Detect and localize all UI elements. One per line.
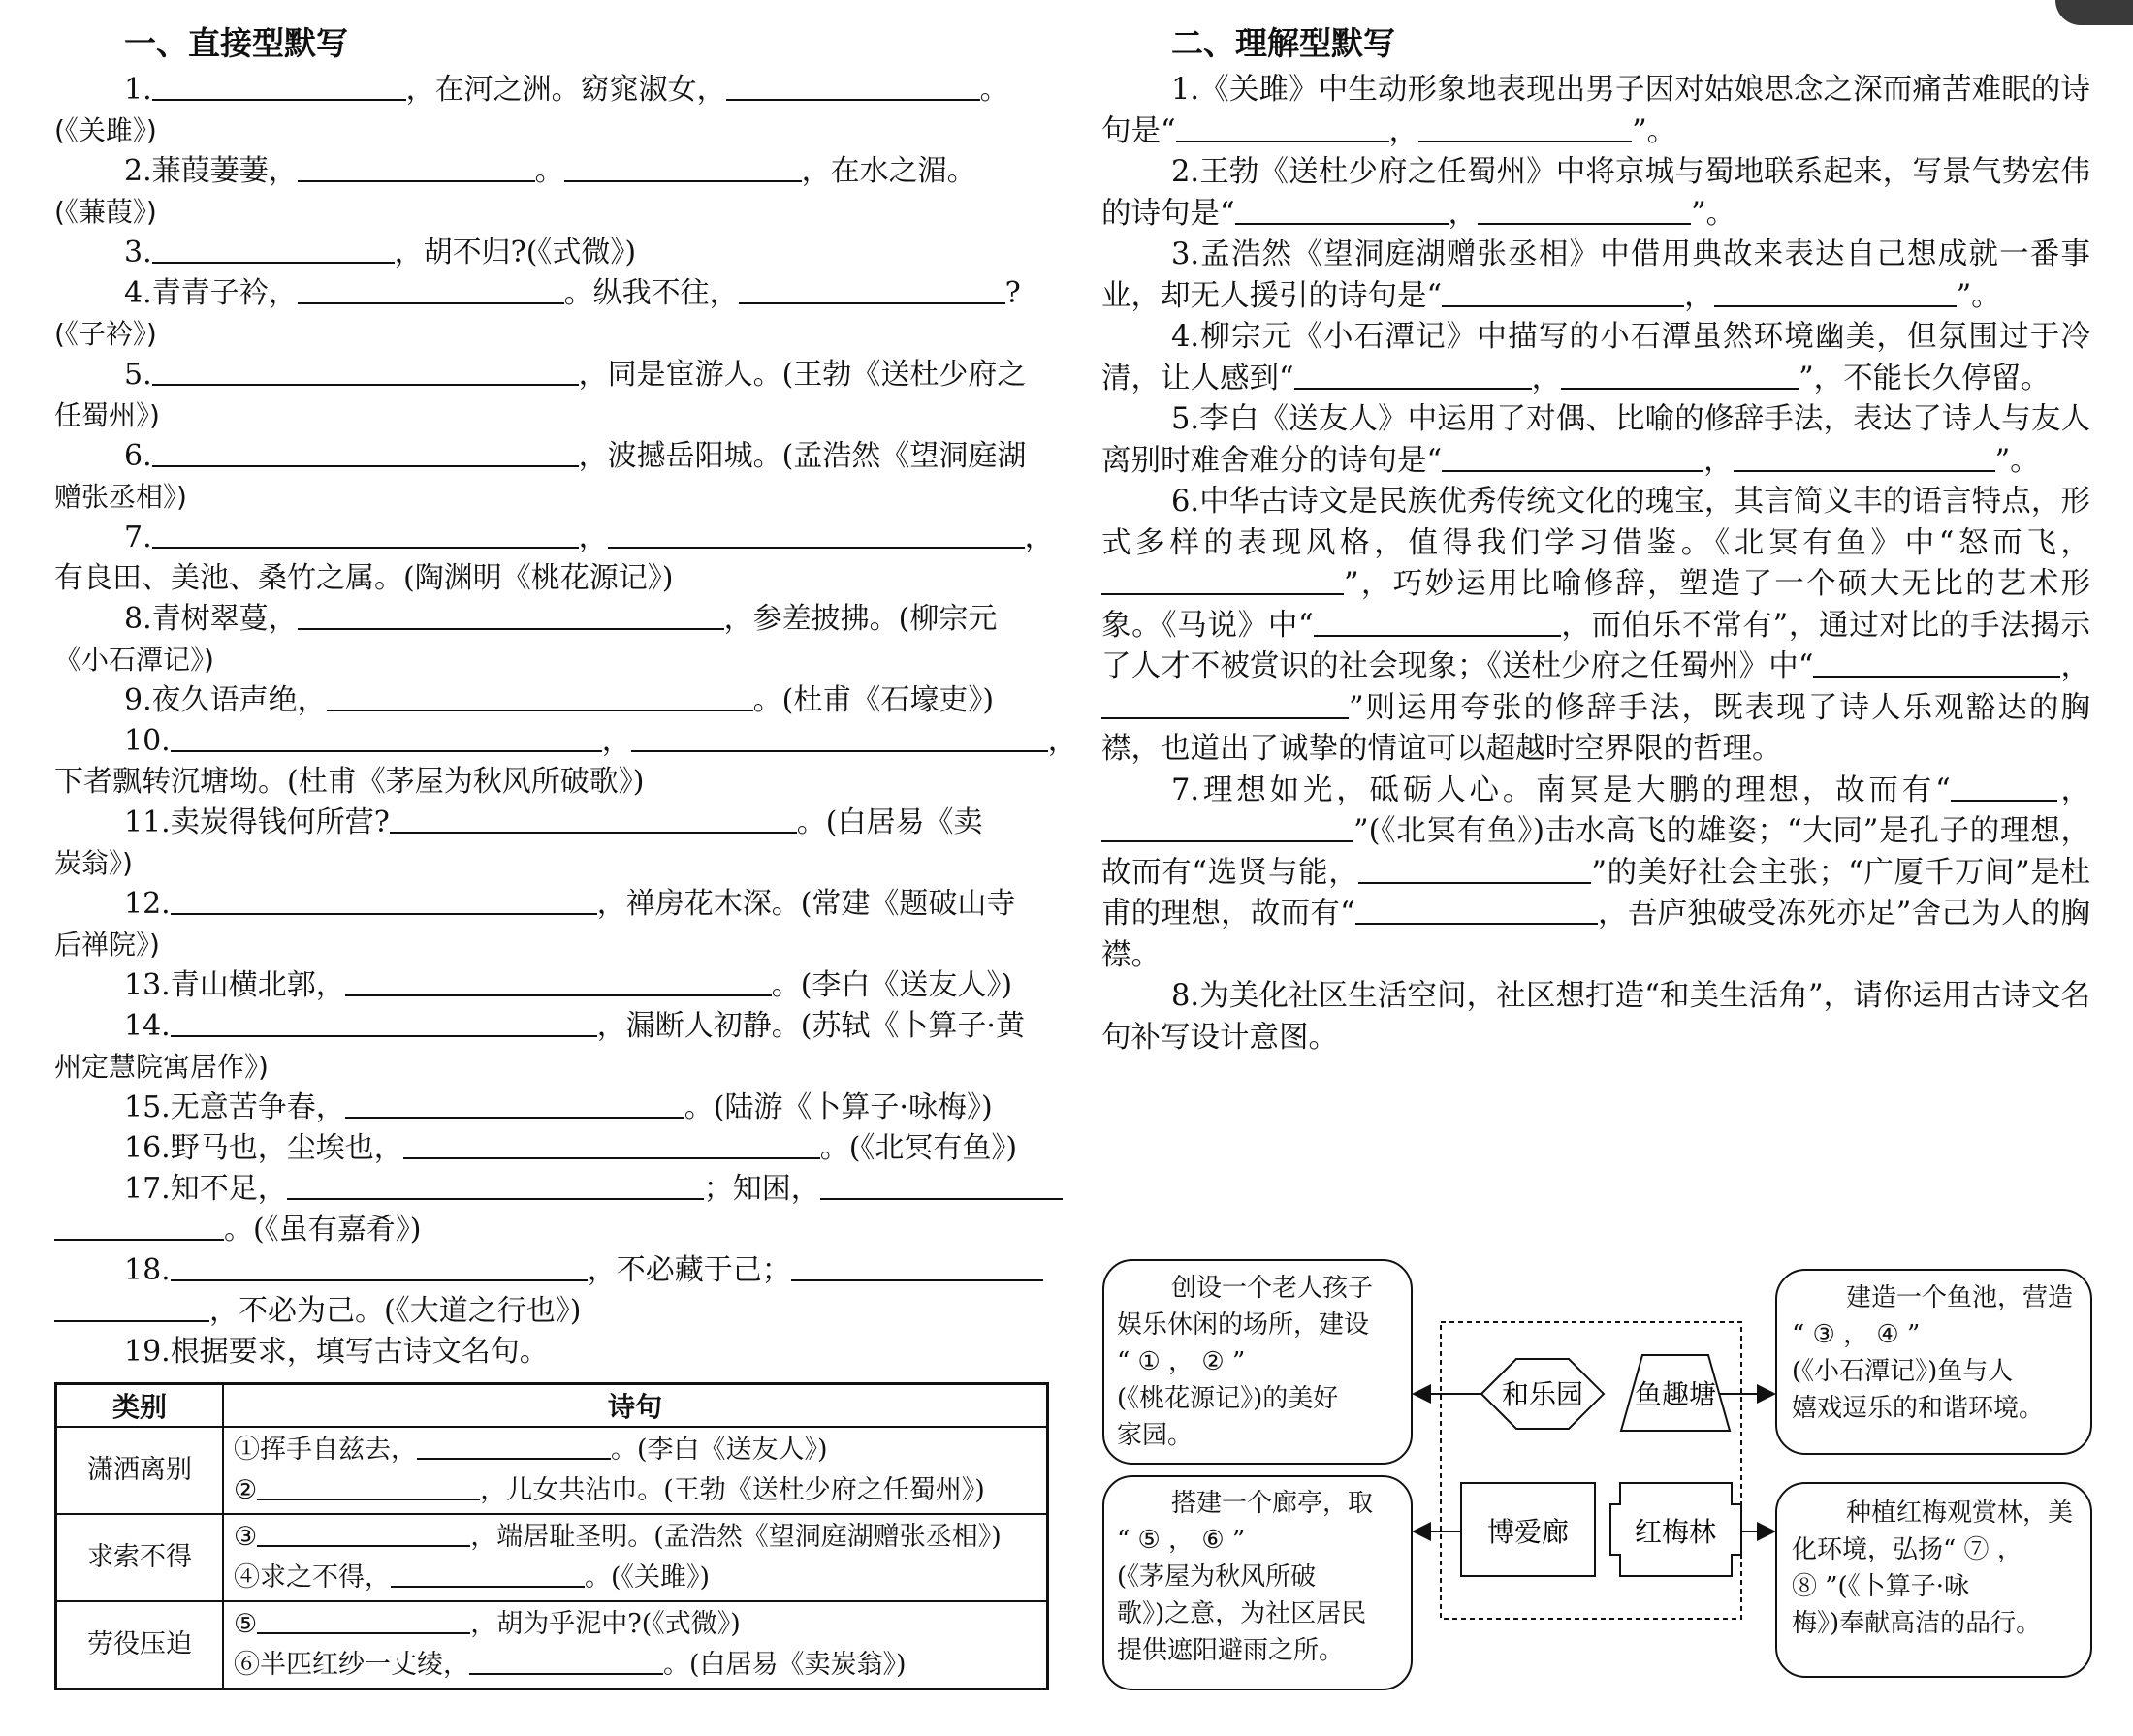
- item-8: 8.青树翠蔓， ，参差披拂。(柳宗元: [54, 599, 1053, 640]
- answer-blank[interactable]: [1176, 111, 1389, 142]
- answer-blank[interactable]: [1442, 441, 1703, 472]
- answer-blank[interactable]: [469, 1648, 663, 1675]
- answer-blank[interactable]: [152, 518, 579, 549]
- item-16: 16.野马也，尘埃也， 。(《北冥有鱼》): [54, 1128, 1053, 1169]
- item-14-source: 州定慧院寓居作》): [54, 1051, 269, 1083]
- answer-blank[interactable]: [1951, 771, 2057, 802]
- table-cell-verse: ③ ，端居耻圣明。(孟浩然《望洞庭湖赠张丞相》) ④求之不得， 。(《关雎》): [223, 1514, 1048, 1601]
- table-cell-category: 求索不得: [56, 1514, 224, 1601]
- answer-blank[interactable]: [152, 436, 579, 467]
- answer-blank[interactable]: [1358, 853, 1591, 884]
- answer-blank[interactable]: [327, 680, 753, 711]
- design-diagram: [1101, 1258, 2094, 1694]
- item-17: 17.知不足， ；知困，: [54, 1169, 1053, 1210]
- answer-blank[interactable]: [1235, 194, 1449, 225]
- item-18-cont: ，不必为己。(《大道之行也》): [54, 1291, 1053, 1332]
- answer-blank[interactable]: [171, 721, 602, 752]
- answer-blank[interactable]: [564, 151, 802, 182]
- answer-blank[interactable]: [739, 273, 1005, 304]
- answer-blank[interactable]: [171, 1250, 588, 1281]
- answer-blank[interactable]: [1478, 194, 1691, 225]
- item-15: 15.无意苦争春， 。(陆游《卜算子·咏梅》): [54, 1088, 1053, 1128]
- box-top-right-text: 建造一个鱼池，营造 “ ③ ， ④ ” (《小石潭记》)鱼与人 嬉戏逗乐的和谐环境。: [1792, 1283, 2074, 1423]
- item-9: 9.夜久语声绝， 。(杜甫《石壕吏》): [54, 680, 1053, 721]
- section-title-direct: 一、直接型默写: [124, 24, 348, 62]
- answer-blank[interactable]: [298, 273, 564, 304]
- table-header-category: 类别: [56, 1384, 224, 1428]
- answer-blank[interactable]: [257, 1520, 470, 1547]
- table-cell-category: 潇洒离别: [56, 1427, 224, 1514]
- question-3: 3.孟浩然《望洞庭湖赠张丞相》中借用典故来表达自己想成就一番事业，却无人援引的诗句是“ ， ”。: [1101, 237, 2090, 313]
- answer-blank[interactable]: [1101, 811, 1353, 842]
- question-2: 2.王勃《送杜少府之任蜀州》中将京城与蜀地联系起来，写景气势宏伟的诗句是“ ， ”。: [1101, 155, 2090, 231]
- label-heleyuan: 和乐园: [1501, 1378, 1584, 1410]
- fill-in-table: [54, 1382, 1049, 1690]
- answer-blank[interactable]: [726, 70, 980, 101]
- answer-blank[interactable]: [1101, 688, 1349, 719]
- answer-blank[interactable]: [257, 1607, 470, 1634]
- answer-blank[interactable]: [345, 1088, 684, 1119]
- question-7: 7.理想如光，砥砺人心。南冥是大鹏的理想，故而有“ ，”(《北冥有鱼》)击水高飞的雄姿；“大同”是孔子的理想，故而有“选贤与能， ”的美好社会主张；“广厦千万间”是杜甫的理想，故而有“ ，吾庐独破受冻死亦足”舍己为人的胸襟。: [1101, 771, 2090, 977]
- answer-blank[interactable]: [171, 1006, 597, 1037]
- label-boailang: 博爱廊: [1486, 1516, 1570, 1548]
- question-4: 4.柳宗元《小石潭记》中描写的小石潭虽然环境幽美，但氛围过于冷清，让人感到“ ， ”，不能长久停留。: [1101, 320, 2090, 395]
- item-17-cont: 。(《虽有嘉肴》): [54, 1210, 1053, 1250]
- answer-blank[interactable]: [791, 1250, 1043, 1281]
- question-6: 6.中华古诗文是民族优秀传统文化的瑰宝，其言简义丰的语言特点，形式多样的表现风格，值得我们学习借鉴。《北冥有鱼》中“怒而飞，”，巧妙运用比喻修辞，塑造了一个硕大无比的艺术形象。《马说》中“ ，而伯乐不常有”，通过对比的手法揭示了人才不被赏识的社会现象；《送杜少府之任蜀州》中“ ，”则运用夸张的修辞手法，既表现了诗人乐观豁达的胸襟，也道出了诚挚的情谊可以超越时空界限的哲理。: [1101, 485, 2091, 766]
- answer-blank[interactable]: [287, 1169, 704, 1200]
- item-14: 14. ，漏断人初静。(苏轼《卜算子·黄: [54, 1006, 1053, 1047]
- answer-blank[interactable]: [54, 1291, 209, 1322]
- table-row: [56, 1427, 1048, 1514]
- right-column: [1101, 17, 2090, 1058]
- item-11-source: 炭翁》): [54, 847, 133, 879]
- answer-blank[interactable]: [152, 70, 406, 101]
- item-18: 18. ，不必藏于己；: [54, 1250, 1053, 1291]
- answer-blank[interactable]: [298, 151, 535, 182]
- answer-blank[interactable]: [345, 965, 772, 996]
- table-row: [56, 1601, 1048, 1689]
- answer-blank[interactable]: [1813, 647, 2060, 678]
- table-header-verse: 诗句: [223, 1384, 1048, 1428]
- item-2-source: (《蒹葭》): [54, 196, 157, 228]
- answer-blank[interactable]: [1734, 441, 1995, 472]
- item-7-source: 有良田、美池、桑竹之属。(陶渊明《桃花源记》): [54, 561, 674, 595]
- label-hongmeilin: 红梅林: [1634, 1516, 1717, 1548]
- answer-blank[interactable]: [257, 1473, 480, 1500]
- table-header-row: [56, 1384, 1048, 1428]
- box-bottom-right-text: 种植红梅观赏林，美 化环境，弘扬“ ⑦ ， ⑧ ”(《卜算子·咏 梅》)奉献高洁的品行。: [1792, 1499, 2074, 1638]
- item-11: 11.卖炭得钱何所营? 。(白居易《卖: [54, 803, 1053, 843]
- answer-blank[interactable]: [820, 1169, 1063, 1200]
- item-19: 19.根据要求，填写古诗文名句。: [124, 1335, 549, 1369]
- answer-blank[interactable]: [1314, 606, 1561, 637]
- item-5: 5. ，同是宦游人。(王勃《送杜少府之: [54, 355, 1053, 395]
- answer-blank[interactable]: [390, 803, 797, 834]
- item-1: 1. ，在河之洲。窈窕淑女， 。: [54, 70, 1053, 110]
- center-dashed-frame: [1441, 1322, 1741, 1619]
- answer-blank[interactable]: [608, 518, 1025, 549]
- item-12: 12. ，禅房花木深。(常建《题破山寺: [54, 884, 1053, 925]
- item-7: 7. ， ，: [54, 518, 1053, 558]
- answer-blank[interactable]: [1294, 359, 1532, 390]
- answer-blank[interactable]: [152, 355, 579, 386]
- answer-blank[interactable]: [298, 599, 724, 630]
- item-12-source: 后禅院》): [54, 929, 160, 961]
- box-top-left-text: 创设一个老人孩子 娱乐休闲的场所，建设 “ ① ， ② ” (《桃花源记》)的美好 家园。: [1117, 1274, 1374, 1450]
- label-yuqutang: 鱼趣塘: [1634, 1378, 1717, 1410]
- box-bottom-left-text: 搭建一个廊亭，取 “ ⑤ ， ⑥ ” (《茅屋为秋风所破 歌》)之意，为社区居民 提供遮阳避雨之所。: [1117, 1489, 1374, 1665]
- answer-blank[interactable]: [1442, 276, 1684, 307]
- answer-blank[interactable]: [1714, 276, 1957, 307]
- left-column: [54, 17, 1077, 1690]
- item-6-source: 赠张丞相》): [54, 481, 187, 513]
- question-8: 8.为美化社区生活空间，社区想打造“和美生活角”，请你运用古诗文名句补写设计意图。: [1101, 979, 2090, 1055]
- answer-blank[interactable]: [1355, 894, 1598, 925]
- item-4: 4.青青子衿， 。纵我不往， ?: [54, 273, 1053, 314]
- question-1: 1.《关雎》中生动形象地表现出男子因对姑娘思念之深而痛苦难眠的诗句是“ ， ”。: [1101, 73, 2090, 148]
- answer-blank[interactable]: [631, 721, 1048, 752]
- table-cell-verse: ①挥手自兹去， 。(李白《送友人》) ② ，儿女共沾巾。(王勃《送杜少府之任蜀州》): [223, 1427, 1048, 1514]
- answer-blank[interactable]: [1101, 564, 1344, 595]
- item-2: 2.蒹葭萋萋， 。 ，在水之湄。: [54, 151, 1053, 192]
- item-3: 3. ，胡不归?(《式微》): [54, 233, 1053, 273]
- table-cell-category: 劳役压迫: [56, 1601, 224, 1689]
- section-title-comprehension: 二、理解型默写: [1171, 24, 1395, 62]
- item-1-source: (《关雎》): [54, 114, 157, 146]
- answer-blank[interactable]: [1561, 359, 1799, 390]
- table-cell-verse: ⑤ ，胡为乎泥中?(《式微》) ⑥半匹红纱一丈绫， 。(白居易《卖炭翁》): [223, 1601, 1048, 1689]
- answer-blank[interactable]: [391, 1561, 585, 1588]
- item-5-source: 任蜀州》): [54, 399, 160, 431]
- answer-blank[interactable]: [54, 1210, 224, 1241]
- item-13: 13.青山横北郭， 。(李白《送友人》): [54, 965, 1053, 1006]
- question-5: 5.李白《送友人》中运用了对偶、比喻的修辞手法，表达了诗人与友人离别时难舍难分的诗句是“ ， ”。: [1101, 402, 2090, 478]
- answer-blank[interactable]: [171, 884, 597, 915]
- answer-blank[interactable]: [403, 1128, 820, 1159]
- answer-blank[interactable]: [152, 233, 395, 264]
- item-8-source: 《小石潭记》): [54, 644, 214, 676]
- item-10-source: 下者飘转沉塘坳。(杜甫《茅屋为秋风所破歌》): [54, 765, 645, 799]
- item-6: 6. ，波撼岳阳城。(孟浩然《望洞庭湖: [54, 436, 1053, 477]
- item-4-source: (《子衿》): [54, 318, 157, 350]
- answer-blank[interactable]: [417, 1433, 611, 1460]
- item-10: 10. ， ，: [54, 721, 1053, 762]
- table-row: [56, 1514, 1048, 1601]
- answer-blank[interactable]: [1418, 111, 1632, 142]
